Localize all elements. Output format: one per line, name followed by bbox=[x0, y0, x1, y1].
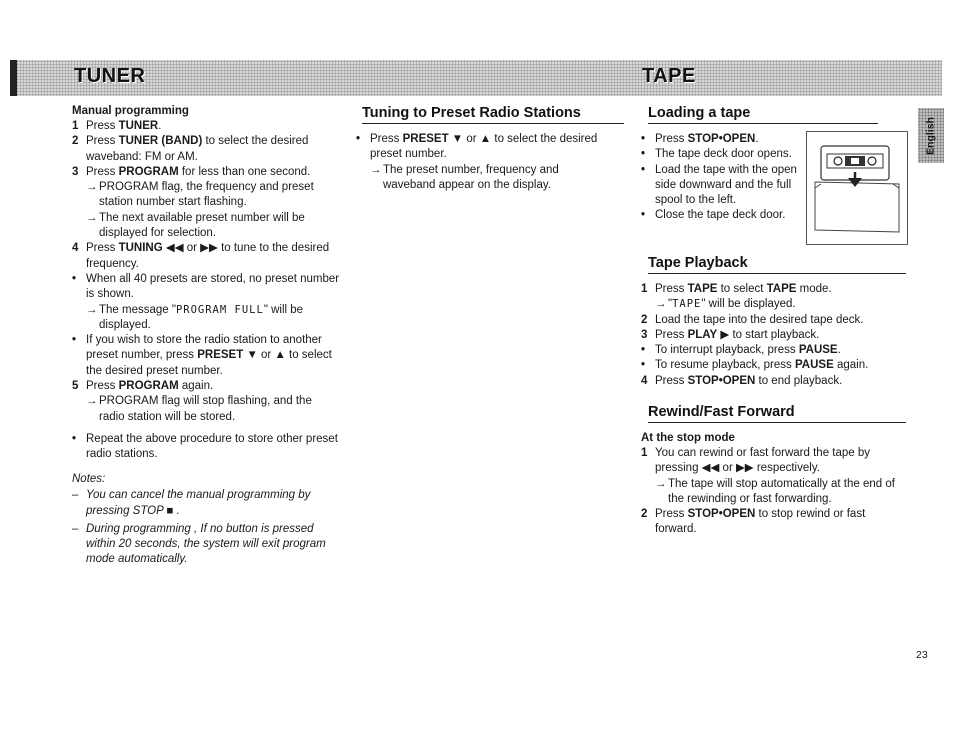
note-item: – During programming , If no button is pressed within 20 seconds, the system will exit program mode automatically. bbox=[72, 522, 326, 566]
result-item: → The next available preset number will be displayed for selection. bbox=[86, 211, 305, 240]
item-text: The next available preset number will be displayed for selection. bbox=[99, 211, 305, 240]
tape-deck-illustration bbox=[806, 131, 908, 245]
item-text: Press STOP•OPEN. bbox=[655, 133, 759, 145]
item-text: Press PRESET ▼ or ▲ to select the desired preset number. bbox=[370, 133, 598, 161]
list-item: 2 Press STOP•OPEN to stop rewind or fast forward. bbox=[641, 508, 866, 536]
item-text: Press TUNER. bbox=[86, 120, 162, 132]
item-text: PROGRAM flag, the frequency and preset station number start flashing. bbox=[99, 181, 314, 209]
item-text: To interrupt playback, press PAUSE. bbox=[655, 344, 841, 357]
item-text: Press STOP•OPEN to end playback. bbox=[655, 374, 843, 387]
rewind-ff-title: Rewind/Fast Forward bbox=[648, 405, 906, 423]
item-text: The message "PROGRAM FULL" will be displayed. bbox=[99, 303, 304, 331]
item-text: Press STOP•OPEN to stop rewind or fast forward. bbox=[655, 508, 866, 536]
list-item: 1 Press TAPE to select TAPE mode. bbox=[641, 283, 832, 295]
notes-title: Notes: bbox=[72, 473, 106, 485]
manual-programming-title: Manual programming bbox=[72, 105, 189, 117]
list-item: 4 Press TUNING ◀◀ or ▶▶ to tune to the desired frequency. bbox=[72, 242, 330, 270]
rewind-ff-steps bbox=[641, 446, 903, 538]
item-text: "TAPE" will be displayed. bbox=[668, 298, 796, 311]
item-text: The tape will stop automatically at the end of the rewinding or fast forwarding. bbox=[668, 477, 895, 505]
list-item: 2 Press TUNER (BAND) to select the desired waveband: FM or AM. bbox=[72, 135, 309, 163]
list-item: • Load the tape with the open side downward and the full spool to the left. bbox=[641, 163, 797, 207]
item-text: Load the tape into the desired tape deck. bbox=[655, 313, 864, 326]
language-tab: English bbox=[918, 108, 944, 163]
manual-programming-steps bbox=[72, 119, 340, 463]
list-item: 1 You can rewind or fast forward the tape by pressing ◀◀ or ▶▶ respectively. bbox=[641, 447, 871, 475]
item-text: Press TUNER (BAND) to select the desired waveband: FM or AM. bbox=[86, 135, 309, 163]
result-item: → The preset number, frequency and waveband appear on the display. bbox=[370, 163, 559, 191]
list-item: • Repeat the above procedure to store other preset radio stations. bbox=[72, 432, 338, 461]
list-item: • When all 40 presets are stored, no preset number is shown. bbox=[72, 272, 340, 301]
list-item: • To interrupt playback, press PAUSE. bbox=[641, 344, 841, 357]
display-text: TAPE bbox=[672, 298, 702, 311]
item-text: If you wish to store the radio station to another preset number, press PRESET ▼ or ▲ to select the desired preset number. bbox=[86, 334, 332, 377]
list-item: • If you wish to store the radio station to another preset number, press PRESET ▼ or ▲ to select the desired preset number. bbox=[72, 334, 332, 377]
list-item: 4 Press STOP•OPEN to end playback. bbox=[641, 374, 843, 387]
notes bbox=[72, 472, 340, 568]
item-text: Press TUNING ◀◀ or ▶▶ to tune to the desired frequency. bbox=[86, 242, 330, 270]
banner-edge bbox=[10, 60, 17, 96]
item-text: The preset number, frequency and waveband appear on the display. bbox=[383, 163, 559, 191]
loading-tape-steps bbox=[641, 132, 797, 224]
list-item: 5 Press PROGRAM again. bbox=[72, 380, 214, 393]
list-item: 3 Press PLAY ▶ to start playback. bbox=[641, 328, 820, 341]
tape-playback-steps bbox=[641, 282, 903, 389]
tape-header: TAPE bbox=[642, 65, 696, 87]
item-text: Press PROGRAM again. bbox=[86, 380, 214, 393]
item-text: To resume playback, press PAUSE again. bbox=[655, 359, 869, 372]
list-item: 2 Load the tape into the desired tape deck. bbox=[641, 313, 864, 326]
loading-tape-title: Loading a tape bbox=[648, 106, 878, 124]
list-item: • Close the tape deck door. bbox=[641, 209, 786, 222]
stop-mode-subtitle: At the stop mode bbox=[641, 432, 735, 444]
item-text: You can rewind or fast forward the tape by pressing ◀◀ or ▶▶ respectively. bbox=[655, 447, 871, 475]
tape-playback-title: Tape Playback bbox=[648, 256, 906, 274]
tuning-presets-title: Tuning to Preset Radio Stations bbox=[362, 106, 624, 124]
item-text: Press PLAY ▶ to start playback. bbox=[655, 328, 820, 341]
list-item: 3 Press PROGRAM for less than one second. bbox=[72, 165, 311, 178]
item-text: Repeat the above procedure to store other preset radio stations. bbox=[86, 432, 338, 461]
result-item: → PROGRAM flag will stop flashing, and the radio station will be stored. bbox=[86, 395, 312, 423]
item-text: The tape deck door opens. bbox=[655, 148, 792, 161]
list-item: • Press PRESET ▼ or ▲ to select the desired preset number. bbox=[356, 133, 598, 161]
result-item: → "TAPE" will be displayed. bbox=[655, 298, 796, 311]
section-banner bbox=[10, 60, 942, 96]
item-text: Press TAPE to select TAPE mode. bbox=[655, 283, 832, 295]
result-item: → The tape will stop automatically at the end of the rewinding or fast forwarding. bbox=[655, 477, 895, 505]
item-text: Load the tape with the open side downward and the full spool to the left. bbox=[655, 163, 797, 207]
note-item: – You can cancel the manual programming by pressing STOP ■ . bbox=[72, 489, 311, 517]
page-number: 23 bbox=[916, 649, 928, 661]
item-text: PROGRAM flag will stop flashing, and the radio station will be stored. bbox=[99, 395, 312, 423]
item-text: Close the tape deck door. bbox=[655, 209, 786, 222]
tuner-header: TUNER bbox=[74, 65, 146, 87]
tuning-presets-steps bbox=[356, 132, 612, 193]
list-item: • Press STOP•OPEN. bbox=[641, 133, 759, 145]
list-item: 1 Press TUNER. bbox=[72, 120, 162, 132]
result-item: → The message "PROGRAM FULL" will be displayed. bbox=[86, 303, 304, 331]
list-item: • The tape deck door opens. bbox=[641, 148, 792, 161]
result-item: → PROGRAM flag, the frequency and preset station number start flashing. bbox=[86, 181, 314, 209]
list-item: • To resume playback, press PAUSE again. bbox=[641, 359, 869, 372]
item-text: Press PROGRAM for less than one second. bbox=[86, 165, 311, 178]
display-text: PROGRAM FULL bbox=[175, 303, 264, 316]
item-text: When all 40 presets are stored, no preset number is shown. bbox=[86, 272, 340, 301]
